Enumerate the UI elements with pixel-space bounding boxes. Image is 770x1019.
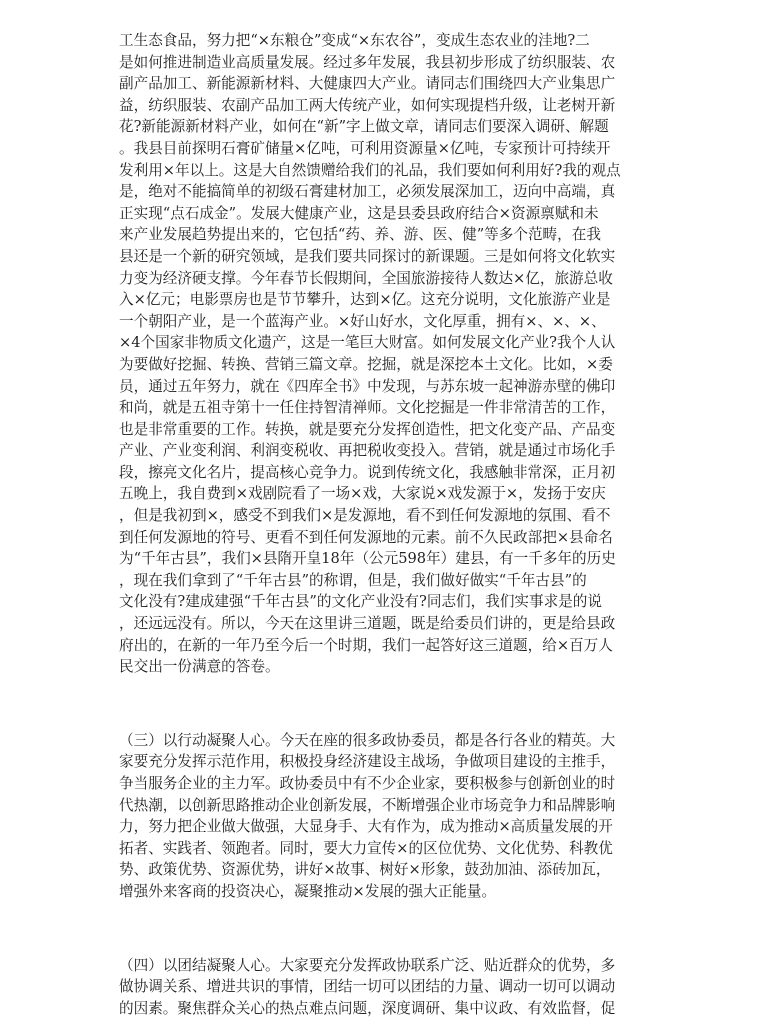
text-line: ，现在我们拿到了“千年古县”的称谓，但是，我们做好做实“千年古县”的 bbox=[119, 571, 587, 589]
text-line: ，还远远没有。所以，今天在这里讲三道题，既是给委员们讲的，更是给县政 bbox=[119, 615, 616, 633]
text-line: 的因素。聚焦群众关心的热点难点问题，深度调研、集中议政、有效监督，促 bbox=[119, 999, 616, 1017]
text-line: 增强外来客商的投资决心，凝聚推动×发展的强大正能量。 bbox=[119, 882, 497, 900]
text-line: 做协调关系、增进共识的事情，团结一切可以团结的力量、调动一切可以调动 bbox=[119, 978, 616, 996]
text-line: ×4个国家非物质文化遗产，这是一笔巨大财富。如何发展文化产业?我个人认 bbox=[119, 334, 616, 352]
text-line: 花?新能源新材料产业，如何在“新”字上做文章，请同志们要深入调研、解题 bbox=[119, 118, 609, 136]
text-line: 工生态食品，努力把“×东粮仓”变成“×东农谷”，变成生态农业的洼地?二 bbox=[119, 32, 590, 49]
text-line: 和尚，就是五祖寺第十一任住持智清禅师。文化挖掘是一件非常清苦的工作， bbox=[119, 399, 616, 417]
text-line: 势、政策优势、资源优势，讲好×故事、树好×形象，鼓劲加油、添砖加瓦， bbox=[119, 861, 611, 879]
text-line: 力，努力把企业做大做强，大显身手、大有作为，成为推动×高质量发展的开 bbox=[119, 818, 613, 836]
text-line: 正实现“点石成金”。发展大健康产业，这是县委县政府结合×资源禀赋和未 bbox=[119, 204, 599, 222]
text-line: 来产业发展趋势提出来的，它包括“药、养、游、医、健”等多个范畴，在我 bbox=[119, 226, 601, 244]
text-line: 员，通过五年努力，就在《四库全书》中发现，与苏东坡一起神游赤壁的佛印 bbox=[119, 377, 616, 395]
text-line: 发利用×年以上。这是大自然馈赠给我们的礼品，我们要如何利用好?我的观点 bbox=[119, 161, 621, 179]
text-line: 五晚上，我自费到×戏剧院看了一场×戏，大家说×戏发源于×，发扬于安庆 bbox=[119, 485, 606, 503]
text-line: 也是非常重要的工作。转换，就是要充分发挥创造性，把文化变产品、产品变 bbox=[119, 420, 616, 438]
document-body bbox=[119, 30, 659, 1019]
text-line: 是如何推进制造业高质量发展。经过多年发展，我县初步形成了纺织服装、农 bbox=[119, 53, 616, 71]
paragraph-solidarity-unity bbox=[119, 955, 659, 1019]
text-line: 到任何发源地的符号、更看不到任何发源地的元素。前不久民政部把×县命名 bbox=[119, 528, 613, 546]
text-line: 拓者、实践者、领跑者。同时，要大力宣传×的区位优势、文化优势、科教优 bbox=[119, 839, 613, 857]
text-line: 段，擦亮文化名片，提高核心竞争力。说到传统文化，我感触非常深，正月初 bbox=[119, 463, 616, 481]
text-line: 为“千年古县”，我们×县隋开皇18年（公元598年）建县，有一千多年的历史 bbox=[119, 550, 616, 568]
text-line: 争当服务企业的主力军。政协委员中有不少企业家，要积极参与创新创业的时 bbox=[119, 775, 616, 792]
text-line: 一个朝阳产业，是一个蓝海产业。×好山好水，文化厚重，拥有×、×、×、 bbox=[119, 312, 606, 330]
text-line: 文化没有?建成建强“千年古县”的文化产业没有?同志们，我们实事求是的说 bbox=[119, 593, 602, 611]
text-line: 家要充分发挥示范作用，积极投身经济建设主战场，争做项目建设的主推手， bbox=[119, 753, 616, 771]
text-line: 。我县目前探明石膏矿储量×亿吨，可利用资源量×亿吨，专家预计可持续开 bbox=[119, 139, 611, 157]
text-line: 民交出一份满意的答卷。 bbox=[119, 658, 280, 676]
paragraph-action-unity bbox=[119, 730, 659, 903]
text-line: 益，纺织服装、农副产品加工两大传统产业，如何实现提档升级，让老树开新 bbox=[119, 96, 616, 114]
text-line: 县还是一个新的研究领域，是我们要共同探讨的新课题。三是如何将文化软实 bbox=[119, 247, 616, 265]
paragraph-industry-development bbox=[119, 30, 659, 678]
text-line: 代热潮，以创新思路推动企业创新发展，不断增强企业市场竞争力和品牌影响 bbox=[119, 796, 616, 814]
text-line: 力变为经济硬支撑。今年春节长假期间，全国旅游接待人数达×亿，旅游总收 bbox=[119, 269, 613, 287]
text-line: 是，绝对不能搞简单的初级石膏建材加工，必须发展深加工，迈向中高端，真 bbox=[119, 183, 616, 201]
text-line: 入×亿元；电影票房也是节节攀升，达到×亿。这充分说明，文化旅游产业是 bbox=[119, 291, 611, 309]
text-line: 为要做好挖掘、转换、营销三篇文章。挖掘，就是深挖本土文化。比如，×委 bbox=[119, 355, 613, 373]
text-line: 府出的，在新的一年乃至今后一个时期，我们一起答好这三道题，给×百万人 bbox=[119, 636, 613, 654]
text-line: 产业、产业变利润、利润变税收、再把税收变投入。营销，就是通过市场化手 bbox=[119, 442, 616, 460]
text-line: （三）以行动凝聚人心。今天在座的很多政协委员，都是各行各业的精英。大 bbox=[119, 731, 616, 749]
text-line: （四）以团结凝聚人心。大家要充分发挥政协联系广泛、贴近群众的优势，多 bbox=[119, 956, 616, 974]
text-line: 副产品加工、新能源新材料、大健康四大产业。请同志们围绕四大产业集思广 bbox=[119, 75, 616, 93]
text-line: ，但是我初到×，感受不到我们×是发源地，看不到任何发源地的氛围、看不 bbox=[119, 507, 611, 525]
